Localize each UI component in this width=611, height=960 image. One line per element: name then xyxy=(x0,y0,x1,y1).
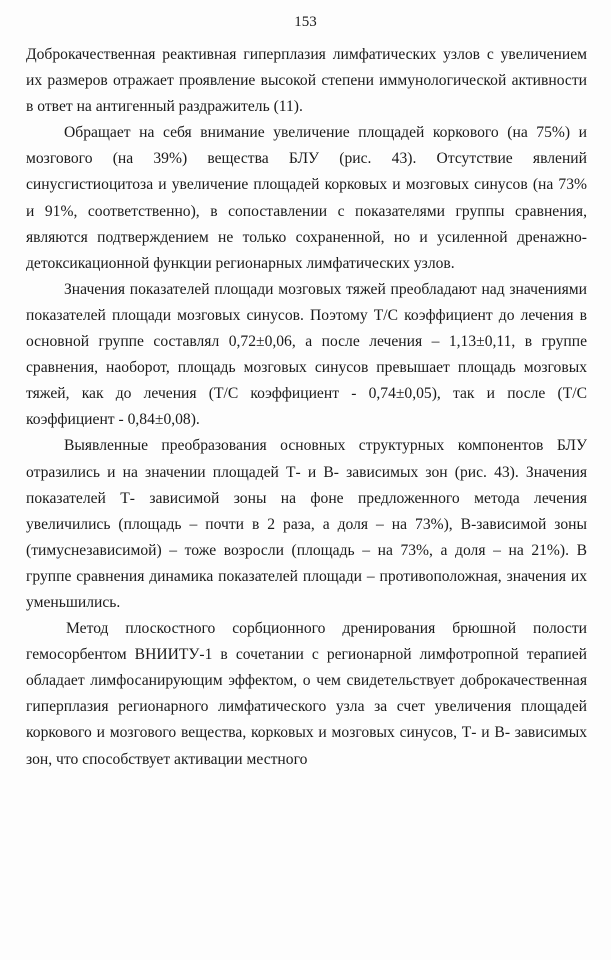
paragraph-4: Выявленные преобразования основных структурных компонентов БЛУ отразились и на значении площадей Т- и В- зависимых зон (рис. 43). Значения показателей Т- зависимой зоны на фоне предложенного метода лечения увеличились (площадь – почти в 2 раза, а доля – на 73%), В-зависимой зоны (тимуснезависимой) – тоже возросли (площадь – на 73%, а доля – на 21%). В группе сравнения динамика показателей площади – противоположная, значения их уменьшились. xyxy=(26,437,587,611)
paragraph-1: Доброкачественная реактивная гиперплазия лимфатических узлов с увеличением их размеров отражает проявление высокой степени иммунологической активности в ответ на антигенный раздражитель (11). xyxy=(26,46,587,116)
page-number: 153 xyxy=(294,14,317,30)
body-text xyxy=(26,42,587,773)
paragraph-3: Значения показателей площади мозговых тяжей преобладают над значениями показателей площади мозговых синусов. Поэтому Т/С коэффициент до лечения в основной группе составлял 0,72±0,06, а после лечения – 1,13±0,11, в группе сравнения, наоборот, площадь мозговых синусов превышает площадь мозговых тяжей, как до лечения (Т/С коэффициент - 0,74±0,05), так и после (Т/С коэффициент - 0,84±0,08). xyxy=(26,280,587,429)
paragraph-5: Метод плоскостного сорбционного дренирования брюшной полости гемосорбентом ВНИИТУ-1 в сочетании с регионарной лимфотропной терапией обладает лимфосанирующим эффектом, о чем свидетельствует доброкачественная гиперплазия регионарного лимфатического узла за счет увеличения площадей коркового и мозгового вещества, корковых и мозговых синусов, Т- и В- зависимых зон, что способствует активации местного xyxy=(26,620,587,768)
paragraph-2: Обращает на себя внимание увеличение площадей коркового (на 75%) и мозгового (на 39%) вещества БЛУ (рис. 43). Отсутствие явлений синусгистиоцитоза и увеличение площадей корковых и мозговых синусов (на 73% и 91%, соответственно), в сопоставлении с показателями группы сравнения, являются подтверждением не только сохраненной, но и усиленной дренажно-детоксикационной функции регионарных лимфатических узлов. xyxy=(26,124,587,272)
